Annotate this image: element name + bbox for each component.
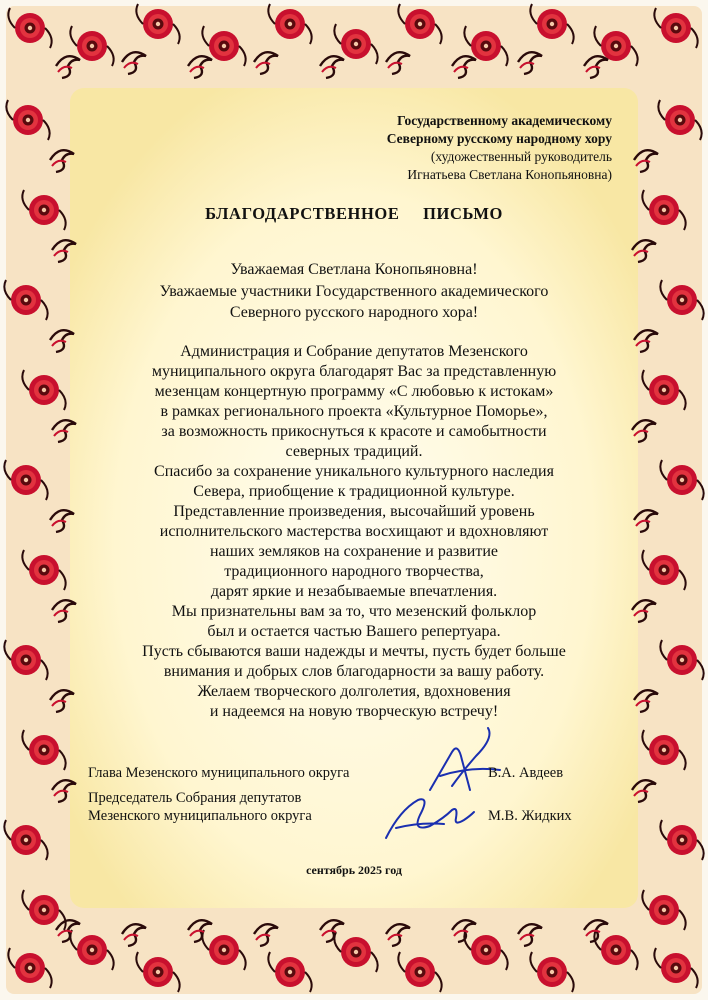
head-signatory-name: В.А. Авдеев bbox=[488, 765, 564, 781]
body-line: северных традиций. bbox=[285, 443, 423, 460]
body-line: в рамках регионального проекта «Культурное Поморье», bbox=[160, 403, 548, 420]
body-line: исполнительского мастерства восхищают и вдохновляют bbox=[159, 523, 549, 540]
body-line: Представленние произведения, высочайший уровень bbox=[173, 503, 535, 520]
greeting-line: Северного русского народного хора! bbox=[229, 304, 479, 321]
body-line: Желаем творческого долголетия, вдохновения bbox=[197, 683, 511, 700]
addressee-line-3: (художественный руководитель bbox=[430, 149, 612, 164]
body-line: наших земляков на сохранение и развитие bbox=[209, 543, 499, 560]
body-line: традиционного народного творчества, bbox=[224, 563, 484, 580]
addressee-line-4: Игнатьева Светлана Конопьяновна) bbox=[407, 167, 612, 182]
body-line: Пусть сбываются ваши надежды и мечты, пусть будет больше bbox=[142, 643, 566, 660]
chair-signatory-title-1: Председатель Собрания депутатов bbox=[88, 790, 302, 806]
body-line: Администрация и Собрание депутатов Мезенского bbox=[180, 343, 528, 360]
body-line: был и остается частью Вашего репертуара. bbox=[207, 623, 501, 640]
body-line: Севера, приобщение к традиционной культуре. bbox=[193, 483, 515, 500]
head-signatory-title: Глава Мезенского муниципального округа bbox=[88, 765, 350, 781]
addressee-line-2: Северному русскому народному хору bbox=[386, 131, 612, 146]
addressee-line-1: Государственному академическому bbox=[397, 113, 612, 128]
body-line: внимания и добрых слов благодарности за вашу работу. bbox=[163, 663, 545, 680]
body-line: Спасибо за сохранение уникального культурного наследия bbox=[154, 463, 554, 480]
greeting-line: Уважаемая Светлана Конопьяновна! bbox=[230, 261, 478, 278]
chair-signatory-name: М.В. Жидких bbox=[488, 808, 572, 824]
letter-date: сентябрь 2025 год bbox=[306, 863, 402, 877]
body-line: муниципального округа благодарят Вас за представленную bbox=[151, 363, 557, 380]
body-line: дарят яркие и незабываемые впечатления. bbox=[210, 583, 498, 600]
body-line: и надеемся на новую творческую встречу! bbox=[209, 703, 499, 720]
body-line: за возможность прикоснуться к красоте и самобытности bbox=[161, 423, 547, 440]
body-line: мезенцам концертную программу «С любовью к истокам» bbox=[154, 383, 554, 400]
body-line: Мы признательны вам за то, что мезенский фольклор bbox=[171, 603, 537, 620]
chair-signatory-title-2: Мезенского муниципального округа bbox=[88, 808, 312, 824]
greeting-line: Уважаемые участники Государственного академического bbox=[159, 283, 549, 300]
letter-title: БЛАГОДАРСТВЕННОЕ ПИСЬМО bbox=[205, 204, 503, 223]
